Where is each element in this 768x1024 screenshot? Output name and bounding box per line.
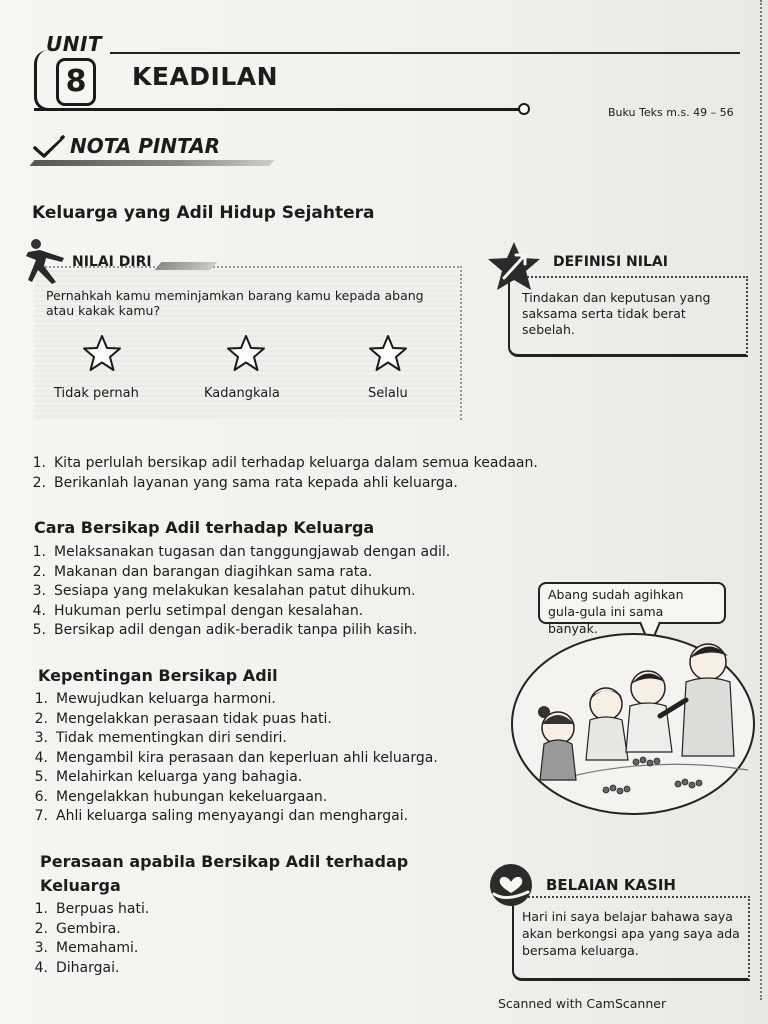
star-icon-kadangkala[interactable] (226, 333, 266, 373)
star-arrow-icon (484, 240, 544, 292)
list-item: 5. Bersikap adil dengan adik-beradik tanpa pilih kasih. (32, 622, 418, 638)
list-item: 2. Gembira. (34, 920, 121, 937)
nota-pintar-title: NOTA PINTAR (70, 134, 221, 158)
option-label-selalu: Selalu (368, 386, 408, 401)
nilai-diri-question: Pernahkah kamu meminjamkan barang kamu kepada abang atau kakak kamu? (46, 288, 424, 318)
section-title: Keluarga yang Adil Hidup Sejahtera (32, 203, 375, 223)
perasaan-list (28, 900, 149, 978)
list-item: 2. Mengelakkan perasaan tidak puas hati. (34, 710, 332, 727)
option-label-kadangkala: Kadangkala (204, 386, 280, 401)
list-item: 3. Sesiapa yang melakukan kesalahan patut dihukum. (32, 583, 416, 599)
perasaan-heading-line1: Perasaan apabila Bersikap Adil terhadap (40, 852, 409, 871)
definisi-nilai-title: DEFINISI NILAI (553, 254, 668, 270)
speech-bubble: Abang sudah agihkan gula-gula ini sama banyak. (538, 582, 726, 624)
belaian-kasih-title: BELAIAN KASIH (546, 876, 676, 894)
star-icon-tidak-pernah[interactable] (82, 333, 122, 373)
heart-hand-icon (486, 862, 536, 908)
list-item: 3. Memahami. (34, 940, 139, 956)
intro-list (26, 454, 538, 493)
perasaan-heading-line2: Keluarga (40, 876, 121, 895)
list-item: 4. Hukuman perlu setimpal dengan kesalahan. (32, 602, 364, 619)
scanner-watermark: Scanned with CamScanner (498, 996, 667, 1011)
unit-header-dot (518, 103, 530, 115)
belaian-kasih-text: Hari ini saya belajar bahawa saya akan berkongsi apa yang saya ada bersama keluarga. (522, 909, 740, 958)
kepentingan-list (28, 690, 438, 827)
list-item: 4. Dihargai. (34, 959, 120, 976)
list-item: 5. Melahirkan keluarga yang bahagia. (34, 769, 303, 785)
cara-list (26, 543, 450, 641)
book-reference: Buku Teks m.s. 49 – 56 (608, 106, 734, 119)
unit-title: KEADILAN (132, 62, 279, 91)
page-edge-dots (760, 0, 766, 1000)
definisi-nilai-text: Tindakan dan keputusan yang saksama serta tidak berat sebelah. (522, 290, 711, 337)
list-item: 2. Berikanlah layanan yang sama rata kepada ahli keluarga. (32, 474, 458, 491)
list-item: 6. Mengelakkan hubungan kekeluargaan. (34, 788, 328, 805)
unit-header-frame (34, 50, 525, 111)
person-jumping-icon (22, 236, 68, 286)
list-item: 3. Tidak mementingkan diri sendiri. (34, 730, 287, 746)
list-item: 1. Melaksanakan tugasan dan tanggungjawab dengan adil. (32, 544, 451, 560)
kepentingan-heading: Kepentingan Bersikap Adil (38, 666, 278, 685)
cara-heading: Cara Bersikap Adil terhadap Keluarga (34, 518, 375, 537)
family-sharing-illustration (510, 620, 756, 816)
list-item: 4. Mengambil kira perasaan dan keperluan ahli keluarga. (34, 749, 438, 766)
nota-pintar-underline (29, 160, 274, 166)
unit-header-bottom-line (34, 108, 524, 111)
option-label-tidak-pernah: Tidak pernah (54, 386, 139, 401)
list-item: 7. Ahli keluarga saling menyayangi dan menghargai. (34, 808, 409, 824)
unit-label: UNIT (46, 32, 103, 56)
list-item: 1. Berpuas hati. (34, 901, 150, 917)
unit-number: 8 (56, 58, 96, 106)
check-icon (32, 134, 66, 160)
star-icon-selalu[interactable] (368, 333, 408, 373)
nilai-diri-swoosh (155, 262, 218, 270)
list-item: 1. Kita perlulah bersikap adil terhadap keluarga dalam semua keadaan. (32, 455, 538, 471)
nilai-diri-title: NILAI DIRI (72, 254, 152, 270)
list-item: 1. Mewujudkan keluarga harmoni. (34, 691, 276, 707)
list-item: 2. Makanan dan barangan diagihkan sama rata. (32, 563, 373, 580)
